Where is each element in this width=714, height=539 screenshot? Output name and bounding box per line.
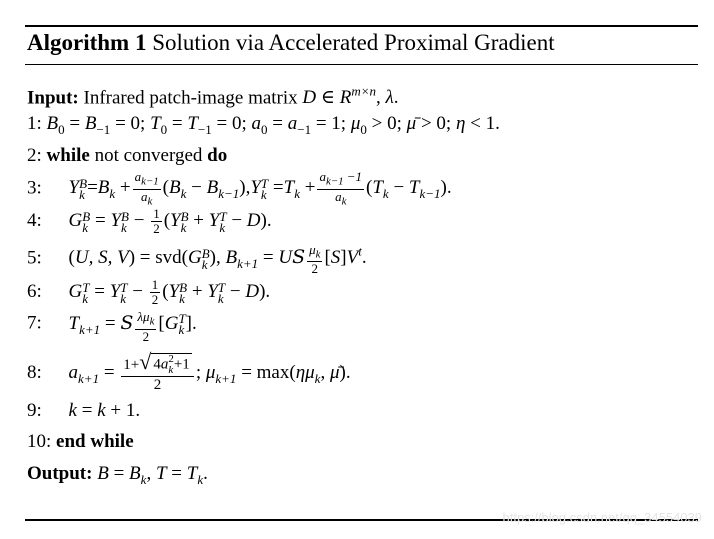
step-number: 9: — [27, 400, 42, 421]
step-8 — [27, 350, 351, 402]
step-10 — [27, 430, 134, 454]
step-math: k = k + 1. — [68, 400, 141, 421]
output-math: $B = B_k$, $T = T_k$. — [97, 463, 208, 487]
keyword-do: do — [207, 145, 228, 166]
output-label: Output: — [27, 463, 93, 484]
step-number: 8: — [27, 362, 42, 383]
input-text: Infrared patch-image matrix — [83, 87, 298, 109]
step-3 — [27, 170, 452, 211]
keyword-while: while — [46, 145, 90, 166]
step-number: 1: — [27, 113, 42, 134]
step-number: 10: — [27, 431, 52, 452]
step-5 — [27, 240, 367, 276]
step-math: $T_{k+1} = S$ $\frac{\lambda\mu_k}{2}$ [G T k ]. — [68, 309, 197, 344]
step-number: 7: — [27, 312, 42, 334]
algorithm-label: Algorithm 1 — [27, 30, 147, 55]
algorithm-name: Solution via Accelerated Proximal Gradient — [152, 30, 555, 55]
step-math: G T k = Y T k − $\frac{1}{2}$ (Y B k + Y T k − D). — [68, 277, 271, 307]
step-4 — [27, 207, 272, 236]
condition-text: not converged — [94, 145, 203, 166]
step-number: 6: — [27, 280, 42, 302]
keyword-end-while: end while — [56, 431, 134, 452]
watermark: https://blog.csdn.net/qq_34554039 — [502, 510, 702, 525]
input-line — [27, 80, 399, 110]
step-math: (U, S, V) = svd(G B k ), $B_{k+1}$ = US $\frac{\mu_k}{2}$ $[S]V^t$. — [68, 241, 367, 277]
algorithm-title — [27, 30, 555, 56]
step-math: G B k = Y B k − $\frac{1}{2}$ (Y B k + Y T k − D). — [68, 206, 272, 236]
step-number: 5: — [27, 247, 42, 269]
step-2 — [27, 144, 227, 168]
header-rule — [25, 64, 698, 65]
step-math: $B_0 = B_{-1} = 0$; $T_0 = T_{-1} = 0$; $a_0 = a_{-1} = 1$; $\mu_0 > 0$; μ̄ > 0; η < 1. — [46, 113, 500, 137]
step-7 — [27, 310, 197, 344]
input-label: Input: — [27, 87, 79, 109]
step-number: 2: — [27, 145, 42, 166]
top-rule — [25, 25, 698, 27]
step-math: $a_{k+1}$ = 1+√ 4a 2 k +1 2 ; $\mu_{k+1} = \max(\eta\mu_k$, μ̄). — [68, 348, 351, 394]
step-number: 3: — [27, 177, 42, 199]
step-9 — [27, 399, 140, 423]
step-1 — [27, 112, 500, 142]
step-6 — [27, 278, 270, 307]
input-math: D ∈ $R^{m\times n}$, λ. — [302, 84, 399, 109]
step-number: 4: — [27, 209, 42, 231]
step-math: Y B k $=B_k$ + $\frac{a_{k-1}}{a_k}$ $(B_k - B_{k-1}),Y$ T k $=T_k$ + $\frac{a_{k-1} -1}{a_k}$ $(T_k - T_{k-1})$. — [68, 169, 452, 208]
output-line — [27, 462, 208, 492]
